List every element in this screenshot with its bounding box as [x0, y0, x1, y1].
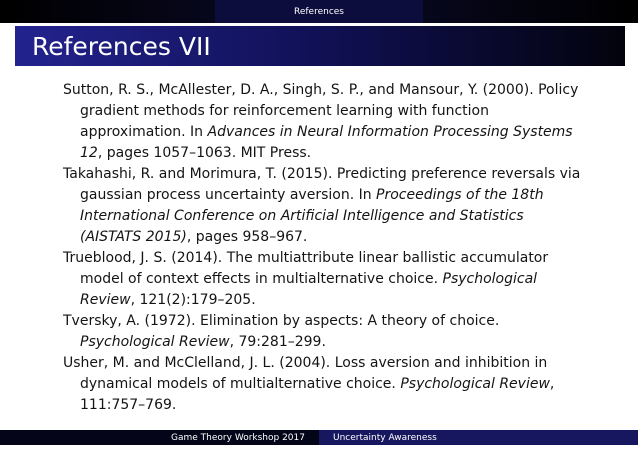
header-bar [0, 0, 638, 23]
footer-event: Game Theory Workshop 2017 [0, 430, 319, 445]
header-section-title: References [215, 0, 423, 23]
reference-venue: Psychological Review [80, 271, 538, 308]
header-right-segment [423, 0, 638, 23]
footer-talk-title: Uncertainty Awareness [319, 430, 638, 445]
reference-venue: Psychological Review [80, 334, 230, 350]
reference-venue: Advances in Neural Information Processing Systems 12 [80, 124, 573, 161]
reference-venue: Psychological Review [400, 376, 550, 392]
reference-item [63, 353, 583, 416]
slide-title: References VII [15, 26, 625, 66]
reference-item [63, 311, 583, 353]
reference-item [63, 248, 583, 311]
reference-details: , 79:281–299. [229, 334, 326, 350]
reference-details: , pages 1057–1063. MIT Press. [97, 145, 312, 161]
reference-details: , 111:757–769. [80, 376, 555, 413]
footer-bar [0, 430, 638, 445]
reference-item [63, 80, 583, 164]
reference-text: Trueblood, J. S. (2014). The multiattribute linear ballistic accumulator model of context effects in multialternative choice. [63, 250, 549, 287]
reference-list [63, 80, 583, 416]
reference-details: , pages 958–967. [186, 229, 308, 245]
reference-text: Takahashi, R. and Morimura, T. (2015). Predicting preference reversals via gaussian process uncertainty aversion. In [63, 166, 581, 203]
reference-item [63, 164, 583, 248]
reference-text: Tversky, A. (1972). Elimination by aspects: A theory of choice. [63, 313, 500, 329]
reference-text: Sutton, R. S., McAllester, D. A., Singh, S. P., and Mansour, Y. (2000). Policy gradient methods for reinforcement learning with function approximation. In [63, 82, 579, 140]
header-left-segment [0, 0, 215, 23]
reference-details: , 121(2):179–205. [130, 292, 256, 308]
reference-venue: Proceedings of the 18th International Conference on Artificial Intelligence and Statistics (AISTATS 2015) [80, 187, 544, 245]
reference-text: Usher, M. and McClelland, J. L. (2004). Loss aversion and inhibition in dynamical models of multialternative choice. [63, 355, 548, 392]
